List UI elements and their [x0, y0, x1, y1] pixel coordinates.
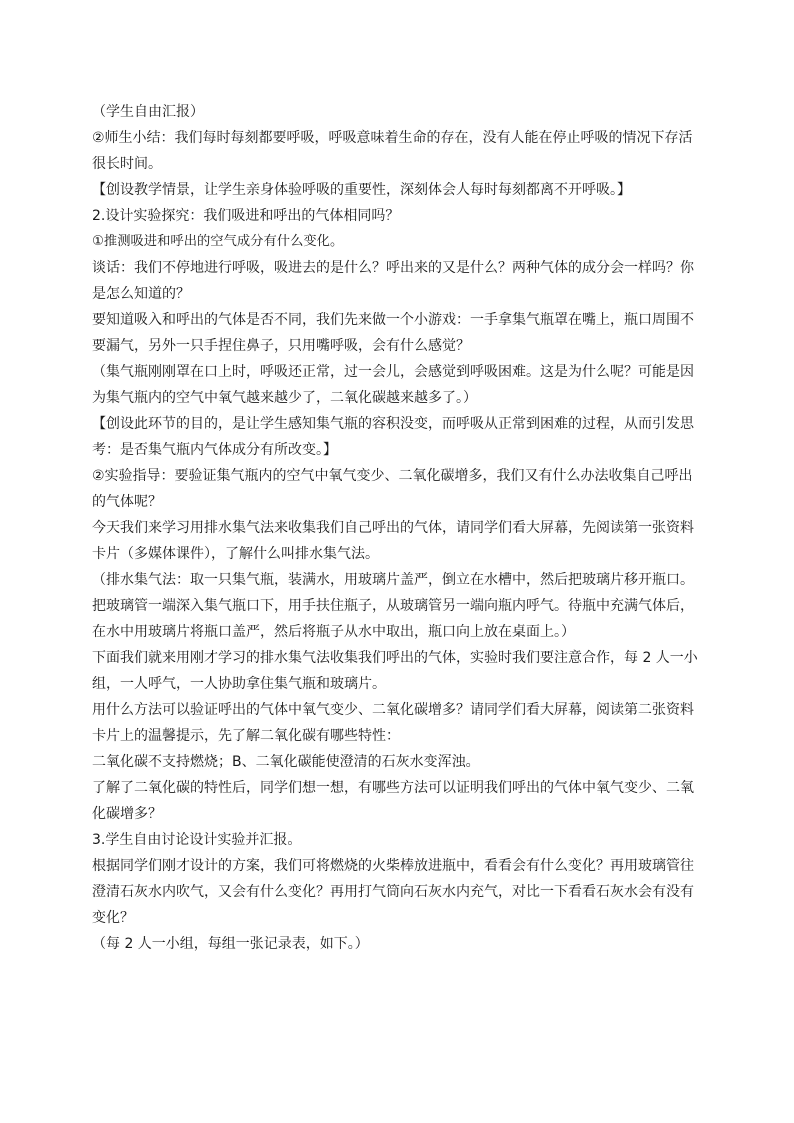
text-line: 今天我们来学习用排水集气法来收集我们自己呼出的气体，请同学们看大屏幕，先阅读第一张资料	[92, 520, 694, 536]
text-line: 组，一人呼气，一人协助拿住集气瓶和玻璃片。	[92, 676, 386, 692]
text-line: 谈话：我们不停地进行呼吸，吸进去的是什么？呼出来的又是什么？两种气体的成分会一样吗？你	[92, 260, 694, 276]
text-line: （排水集气法：取一只集气瓶，装满水，用玻璃片盖严，倒立在水槽中，然后把玻璃片移开瓶口。	[92, 572, 694, 588]
text-line: 是怎么知道的？	[92, 286, 190, 302]
text-line: 在水中用玻璃片将瓶口盖严，然后将瓶子从水中取出，瓶口向上放在桌面上。）	[92, 624, 575, 640]
text-line: 化碳增多？	[92, 806, 162, 822]
text-line: ①推测吸进和呼出的空气成分有什么变化。	[92, 234, 344, 249]
text-line: 根据同学们刚才设计的方案，我们可将燃烧的火柴棒放进瓶中，看看会有什么变化？再用玻璃管往	[92, 858, 694, 874]
text-line: 卡片上的温馨提示，先了解二氧化碳有哪些特性：	[92, 728, 400, 744]
text-line: 用什么方法可以验证呼出的气体中氧气变少、二氧化碳增多？请同学们看大屏幕，阅读第二张资料	[92, 702, 694, 718]
text-line: 变化？	[92, 910, 134, 926]
document-body	[92, 99, 712, 957]
text-line: 澄清石灰水内吹气，又会有什么变化？再用打气筒向石灰水内充气，对比一下看看石灰水会有没有	[92, 884, 694, 900]
text-line: 考：是否集气瓶内气体成分有所改变。】	[92, 442, 337, 458]
text-line: 2.设计实验探究：我们吸进和呼出的气体相同吗？	[92, 208, 400, 224]
text-line: （集气瓶刚刚罩在口上时，呼吸还正常，过一会儿，会感觉到呼吸困难。这是为什么呢？可能是因	[92, 364, 694, 380]
text-line: 【创设教学情景，让学生亲身体验呼吸的重要性，深刻体会人每时每刻都离不开呼吸。】	[92, 182, 631, 198]
text-line: 为集气瓶内的空气中氧气越来越少了，二氧化碳越来越多了。）	[92, 390, 477, 406]
text-line: 3.学生自由讨论设计实验并汇报。	[92, 832, 302, 848]
text-line: ②实验指导：要验证集气瓶内的空气中氧气变少、二氧化碳增多，我们又有什么办法收集自己呼出	[92, 468, 693, 484]
text-line: 二氧化碳不支持燃烧；B、二氧化碳能使澄清的石灰水变浑浊。	[92, 754, 480, 770]
text-line: （学生自由汇报）	[92, 104, 204, 120]
text-line: 很长时间。	[92, 156, 162, 172]
text-line: 要知道吸入和呼出的气体是否不同，我们先来做一个小游戏：一手拿集气瓶罩在嘴上，瓶口周围不	[92, 312, 694, 328]
text-line: 要漏气，另外一只手捏住鼻子，只用嘴呼吸，会有什么感觉？	[92, 338, 470, 354]
text-line: 的气体呢？	[92, 494, 162, 510]
text-line: 了解了二氧化碳的特性后，同学们想一想，有哪些方法可以证明我们呼出的气体中氧气变少、二氧	[92, 780, 694, 796]
text-line: （每 2 人一小组，每组一张记录表，如下。）	[92, 936, 369, 952]
text-line: 卡片（多媒体课件），了解什么叫排水集气法。	[92, 546, 379, 562]
text-line: 【创设此环节的目的，是让学生感知集气瓶的容积没变，而呼吸从正常到困难的过程，从而引发思	[92, 416, 694, 432]
text-line: 把玻璃管一端深入集气瓶口下，用手扶住瓶子，从玻璃管另一端向瓶内呼气。待瓶中充满气体后，	[92, 598, 694, 614]
text-line: ②师生小结：我们每时每刻都要呼吸，呼吸意味着生命的存在，没有人能在停止呼吸的情况下存活	[92, 130, 693, 146]
text-line: 下面我们就来用刚才学习的排水集气法收集我们呼出的气体，实验时我们要注意合作，每 2 人一小	[92, 650, 698, 666]
